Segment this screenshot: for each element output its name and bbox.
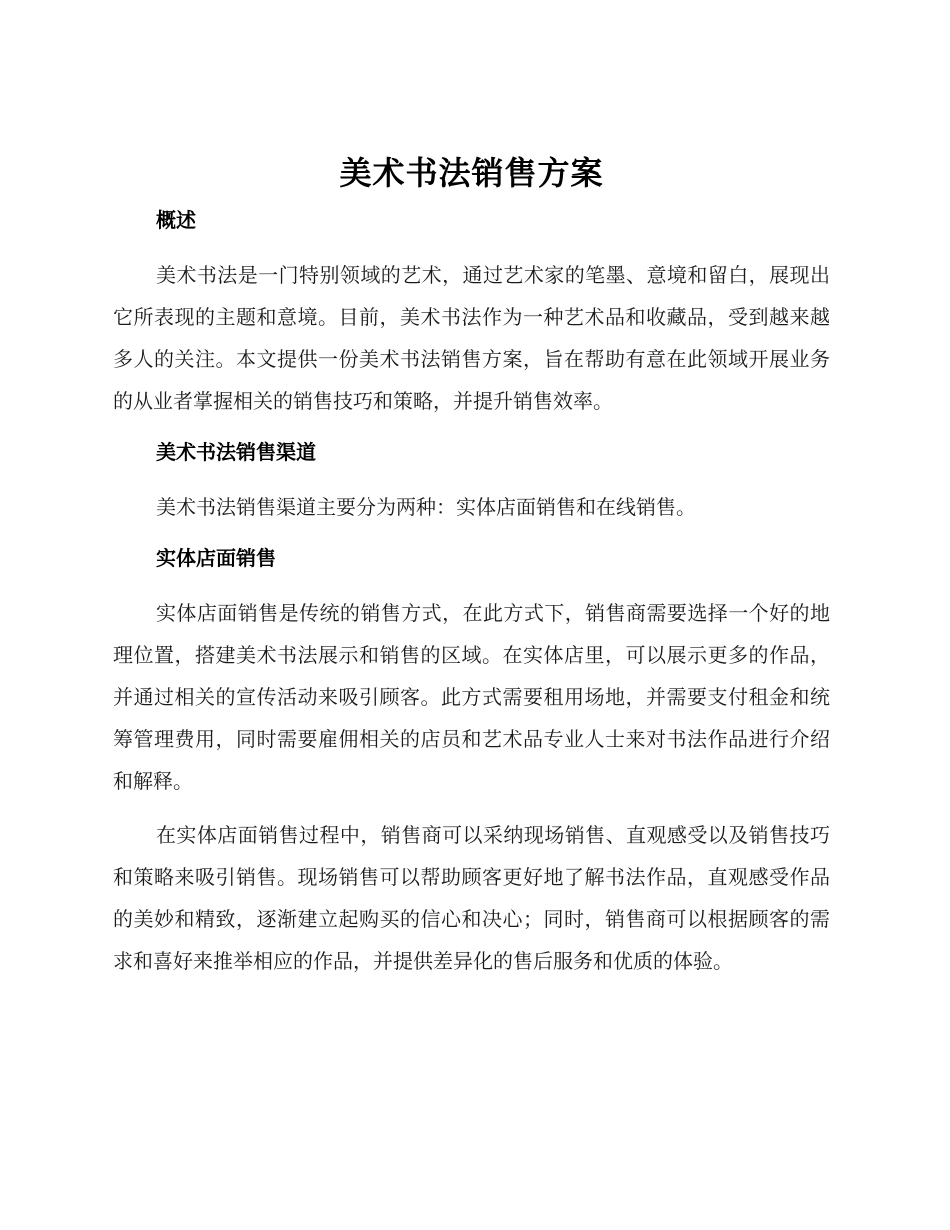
physical-store-paragraph-1: 实体店面销售是传统的销售方式，在此方式下，销售商需要选择一个好的地理位置，搭建美术书法展示和销售的区域。在实体店里，可以展示更多的作品，并通过相关的宣传活动来吸引顾客。此方式需要租用场地，并需要支付租金和统筹管理费用，同时需要雇佣相关的店员和艺术品专业人士来对书法作品进行介绍和解释。 bbox=[113, 601, 830, 793]
sales-channels-paragraph: 美术书法销售渠道主要分为两种：实体店面销售和在线销售。 bbox=[156, 495, 696, 519]
physical-store-paragraph-2: 在实体店面销售过程中，销售商可以采纳现场销售、直观感受以及销售技巧和策略来吸引销售。现场销售可以帮助顾客更好地了解书法作品，直观感受作品的美妙和精致，逐渐建立起购买的信心和决心；同时，销售商可以根据顾客的需求和喜好来推举相应的作品，并提供差异化的售后服务和优质的体验。 bbox=[113, 823, 830, 973]
section-heading-physical-store: 实体店面销售 bbox=[156, 546, 276, 570]
document-title: 美术书法销售方案 bbox=[339, 154, 604, 192]
section-heading-sales-channels: 美术书法销售渠道 bbox=[156, 440, 316, 464]
overview-paragraph: 美术书法是一门特别领域的艺术，通过艺术家的笔墨、意境和留白，展现出它所表现的主题和意境。目前，美术书法作为一种艺术品和收藏品，受到越来越多人的关注。本文提供一份美术书法销售方案，旨在帮助有意在此领域开展业务的从业者掌握相关的销售技巧和策略，并提升销售效率。 bbox=[113, 263, 830, 413]
document-body bbox=[113, 150, 830, 982]
section-heading-overview: 概述 bbox=[156, 208, 196, 232]
